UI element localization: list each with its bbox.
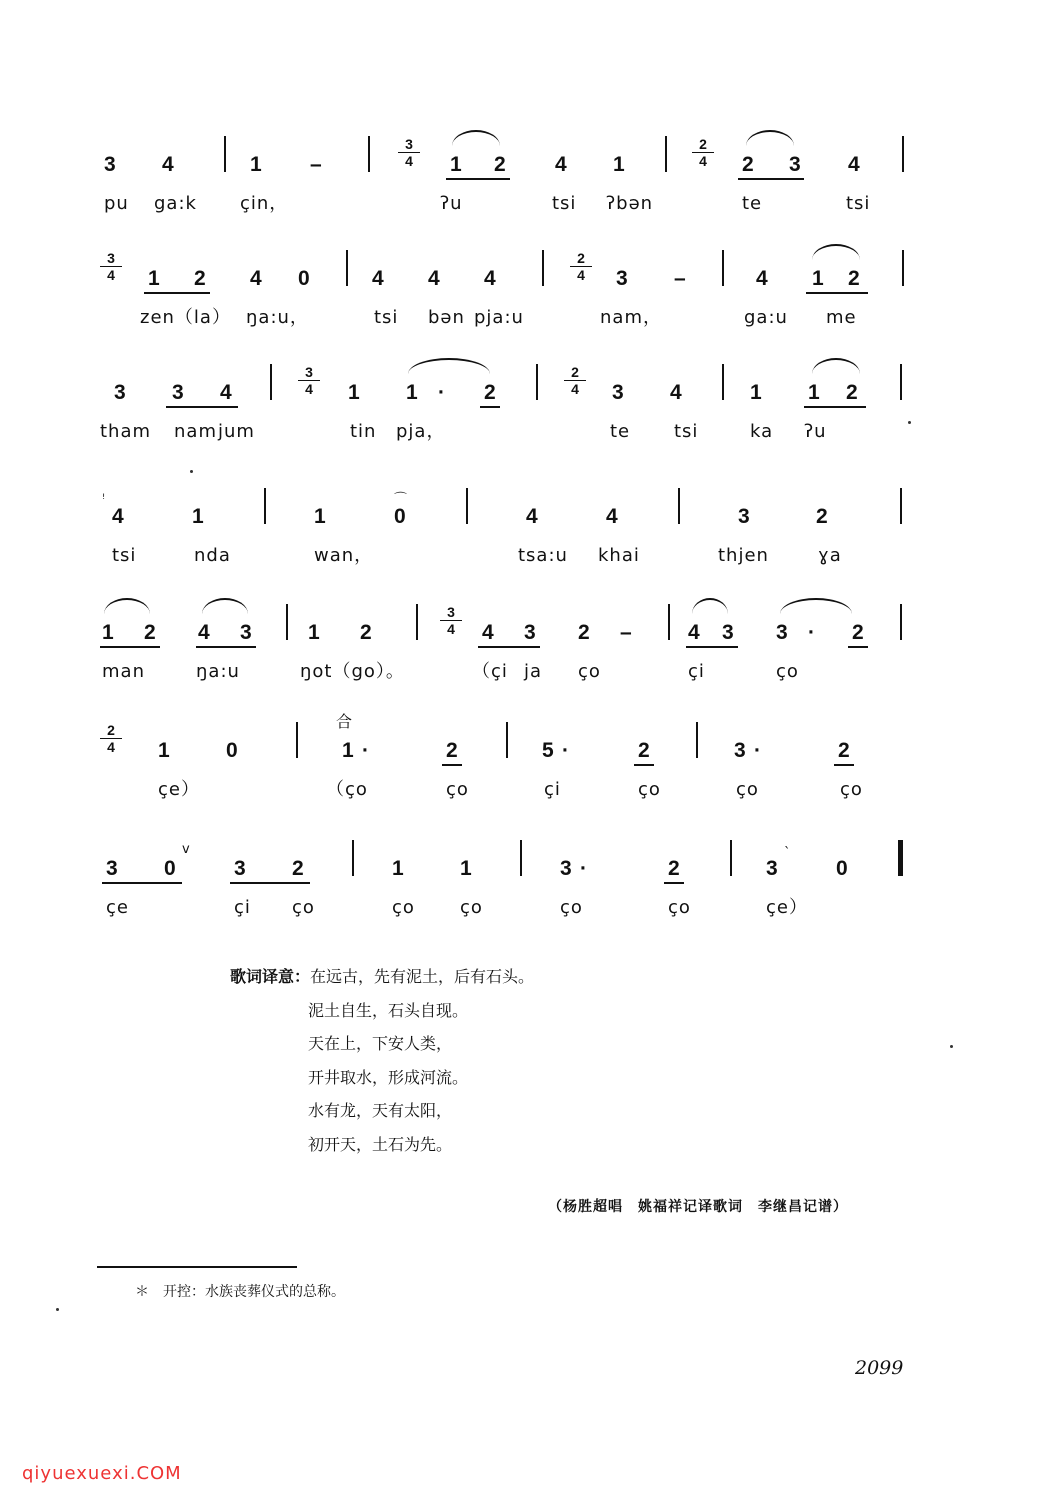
lyric-syllable: çin， bbox=[240, 193, 289, 214]
lyric-syllable: ʔbən bbox=[606, 193, 654, 214]
lyric-syllable: çe） bbox=[158, 779, 200, 800]
note: 4 bbox=[484, 267, 496, 290]
note: 3 bbox=[114, 381, 126, 404]
note: 1 bbox=[450, 153, 462, 176]
note: 5 bbox=[542, 739, 554, 762]
slur bbox=[452, 130, 500, 146]
lyric-syllable: thjen bbox=[718, 545, 769, 566]
note: 3 bbox=[234, 857, 246, 880]
bar-line bbox=[286, 604, 288, 640]
lyrics-row bbox=[100, 896, 910, 926]
note: 0 bbox=[298, 267, 310, 290]
lyric-syllable: çe bbox=[106, 897, 129, 918]
translation-line: 泥土自生，石头自现。 bbox=[308, 1000, 469, 1020]
time-signature: 3 4 bbox=[398, 136, 420, 169]
score-system-3 bbox=[100, 364, 910, 480]
beam-underline bbox=[230, 882, 310, 884]
note: 2 bbox=[742, 153, 754, 176]
breath-mark: v bbox=[182, 842, 190, 857]
lyric-syllable: ɣa bbox=[818, 545, 842, 566]
lyric-syllable: ço bbox=[668, 897, 691, 918]
beam-underline bbox=[478, 646, 540, 648]
lyric-syllable: （çi bbox=[472, 661, 508, 682]
note: 2 bbox=[144, 621, 156, 644]
note: 2 bbox=[838, 739, 850, 762]
lyric-syllable: nda bbox=[194, 545, 231, 566]
note: 2 bbox=[360, 621, 372, 644]
bar-line bbox=[368, 136, 370, 172]
scan-speck bbox=[190, 470, 193, 473]
lyric-syllable: zen（la） bbox=[140, 307, 231, 328]
lyrics-translation bbox=[230, 960, 534, 1161]
beam-underline bbox=[196, 646, 256, 648]
lyric-syllable: pu bbox=[104, 193, 129, 214]
note: 4 bbox=[670, 381, 682, 404]
augmentation-dot: · bbox=[580, 857, 587, 880]
note: 2 bbox=[816, 505, 828, 528]
bar-line bbox=[416, 604, 418, 640]
note: 4 bbox=[606, 505, 618, 528]
augmentation-dot: · bbox=[754, 739, 761, 762]
note: 1 bbox=[406, 381, 418, 404]
lyric-syllable: jum bbox=[218, 421, 255, 442]
note: 4 bbox=[482, 621, 494, 644]
note: 2 bbox=[848, 267, 860, 290]
lyrics-row bbox=[100, 544, 910, 574]
footnote-rule bbox=[97, 1266, 297, 1268]
bar-line bbox=[665, 136, 667, 172]
note: 1 bbox=[613, 153, 625, 176]
lyric-syllable: ʔu bbox=[804, 421, 827, 442]
lyrics-row bbox=[100, 420, 910, 450]
final-bar-line bbox=[898, 840, 903, 876]
note: 3 bbox=[172, 381, 184, 404]
note: 1 bbox=[750, 381, 762, 404]
notes-row bbox=[100, 722, 910, 768]
note: 3 bbox=[612, 381, 624, 404]
bar-line bbox=[722, 250, 724, 286]
lyric-syllable: ʔu bbox=[440, 193, 463, 214]
lyric-syllable: ço bbox=[292, 897, 315, 918]
note: 2 bbox=[292, 857, 304, 880]
lyric-syllable: me bbox=[826, 307, 857, 328]
note: 1 bbox=[250, 153, 262, 176]
beam-underline bbox=[804, 406, 866, 408]
bar-line bbox=[352, 840, 354, 876]
bar-line bbox=[296, 722, 298, 758]
score-system-5 bbox=[100, 604, 910, 720]
note: 4 bbox=[198, 621, 210, 644]
augmentation-dot: · bbox=[808, 621, 815, 644]
bar-line bbox=[668, 604, 670, 640]
lyric-syllable: ŋa:u bbox=[196, 661, 240, 682]
lyric-syllable: wan， bbox=[314, 545, 374, 566]
lyric-syllable: tsi bbox=[552, 193, 577, 214]
lyric-syllable: man bbox=[102, 661, 145, 682]
note: 3 bbox=[524, 621, 536, 644]
lyric-syllable: nam， bbox=[600, 307, 662, 328]
lyric-syllable: tin bbox=[350, 421, 377, 442]
page-number: 2099 bbox=[855, 1357, 904, 1379]
note: 2 bbox=[494, 153, 506, 176]
note: 0 bbox=[394, 505, 406, 528]
footnote: ＊ 开控：水族丧葬仪式的总称。 bbox=[135, 1284, 345, 1300]
note: 1 bbox=[342, 739, 354, 762]
lyrics-row bbox=[100, 660, 910, 690]
notes-row bbox=[100, 842, 910, 886]
note: 4 bbox=[526, 505, 538, 528]
augmentation-dot: · bbox=[438, 381, 445, 404]
lyric-syllable: bən bbox=[428, 307, 465, 328]
lyric-syllable: ga:u bbox=[744, 307, 788, 328]
lyric-syllable: ço bbox=[446, 779, 469, 800]
lyric-syllable: tsi bbox=[846, 193, 871, 214]
note: 3 bbox=[106, 857, 118, 880]
note: 4 bbox=[372, 267, 384, 290]
lyric-syllable: tsi bbox=[374, 307, 399, 328]
lyric-syllable: khai bbox=[598, 545, 640, 566]
lyric-syllable: çi bbox=[688, 661, 705, 682]
lyric-syllable: ka bbox=[750, 421, 774, 442]
bar-line bbox=[900, 604, 902, 640]
note: 0 bbox=[164, 857, 176, 880]
fermata-icon: ⌒ bbox=[394, 492, 408, 507]
bar-line bbox=[536, 364, 538, 400]
note: 4 bbox=[250, 267, 262, 290]
augmentation-dot: · bbox=[362, 739, 369, 762]
score-system-7 bbox=[100, 842, 910, 956]
note: 1 bbox=[460, 857, 472, 880]
beam-underline bbox=[100, 646, 160, 648]
note: 2 bbox=[638, 739, 650, 762]
credits: （杨胜超唱 姚福祥记译歌词 李继昌记谱） bbox=[548, 1199, 848, 1215]
note: – bbox=[310, 153, 322, 176]
note: 1 bbox=[392, 857, 404, 880]
notes-row bbox=[100, 250, 910, 296]
beam-underline bbox=[664, 882, 684, 884]
note: 4 bbox=[848, 153, 860, 176]
note: 4 bbox=[162, 153, 174, 176]
bar-line bbox=[346, 250, 348, 286]
lyric-syllable: te bbox=[742, 193, 763, 214]
note: 2 bbox=[194, 267, 206, 290]
bar-line bbox=[224, 136, 226, 172]
grace-mark: ` bbox=[784, 846, 791, 861]
translation-line: 歌词译意：在远古，先有泥土，后有石头。 bbox=[230, 967, 535, 986]
notes-row bbox=[100, 136, 910, 182]
beam-underline bbox=[446, 178, 510, 180]
time-signature: 3 4 bbox=[100, 250, 122, 283]
note: 0 bbox=[836, 857, 848, 880]
bar-line bbox=[730, 840, 732, 876]
time-signature: 3 4 bbox=[298, 364, 320, 397]
note: 3 bbox=[560, 857, 572, 880]
slur bbox=[746, 130, 794, 146]
lyric-syllable: pja， bbox=[396, 421, 446, 442]
translation-line: 开井取水，形成河流。 bbox=[308, 1067, 469, 1087]
lyric-syllable: ŋot（go）。 bbox=[300, 661, 405, 682]
beam-underline bbox=[480, 406, 500, 408]
note: 1 bbox=[192, 505, 204, 528]
lyric-syllable: ga:k bbox=[154, 193, 197, 214]
note: 4 bbox=[688, 621, 700, 644]
scan-speck bbox=[950, 1045, 953, 1048]
beam-underline bbox=[806, 292, 868, 294]
note: 1 bbox=[348, 381, 360, 404]
bar-line bbox=[542, 250, 544, 286]
augmentation-dot: · bbox=[562, 739, 569, 762]
note: 4 bbox=[112, 505, 124, 528]
beam-underline bbox=[686, 646, 738, 648]
lyrics-row bbox=[100, 778, 910, 808]
lyric-syllable: çi bbox=[544, 779, 561, 800]
score-system-1 bbox=[100, 136, 910, 252]
score-system-2 bbox=[100, 250, 910, 366]
note: 1 bbox=[308, 621, 320, 644]
note: – bbox=[620, 621, 632, 644]
translation-label: 歌词译意： bbox=[230, 967, 311, 986]
lyric-syllable: çe） bbox=[766, 897, 808, 918]
lyric-syllable: ŋa:u， bbox=[246, 307, 309, 328]
lyric-syllable: ço bbox=[460, 897, 483, 918]
note: 1 bbox=[148, 267, 160, 290]
note: 1 bbox=[808, 381, 820, 404]
note: 4 bbox=[428, 267, 440, 290]
lyric-syllable: tsi bbox=[112, 545, 137, 566]
translation-line: 初开天，土石为先。 bbox=[308, 1134, 453, 1154]
note: 4 bbox=[756, 267, 768, 290]
note: – bbox=[674, 267, 686, 290]
lyric-syllable: ço bbox=[560, 897, 583, 918]
note: 2 bbox=[446, 739, 458, 762]
beam-underline bbox=[834, 764, 854, 766]
scan-speck bbox=[908, 421, 911, 424]
lyric-syllable: pja:u bbox=[474, 307, 524, 328]
lyrics-row bbox=[100, 306, 910, 336]
bar-line bbox=[678, 488, 680, 524]
note: 3 bbox=[240, 621, 252, 644]
score-system-6 bbox=[100, 722, 910, 838]
notes-row bbox=[100, 364, 910, 410]
bar-line bbox=[902, 136, 904, 172]
lyric-syllable: ço bbox=[638, 779, 661, 800]
time-signature: 2 4 bbox=[570, 250, 592, 283]
bar-line bbox=[520, 840, 522, 876]
note: 3 bbox=[734, 739, 746, 762]
note: 2 bbox=[668, 857, 680, 880]
beam-underline bbox=[848, 646, 868, 648]
beam-underline bbox=[166, 406, 238, 408]
note: 1 bbox=[812, 267, 824, 290]
bar-line bbox=[270, 364, 272, 400]
beam-underline bbox=[634, 764, 654, 766]
score-system-4 bbox=[100, 492, 910, 604]
lyric-syllable: nam bbox=[174, 421, 217, 442]
note: 2 bbox=[578, 621, 590, 644]
bar-line bbox=[900, 364, 902, 400]
bar-line bbox=[902, 250, 904, 286]
grace-mark: ꜝ bbox=[102, 492, 106, 507]
bar-line bbox=[696, 722, 698, 758]
time-signature: 2 4 bbox=[692, 136, 714, 169]
note: 3 bbox=[616, 267, 628, 290]
translation-line: 水有龙，天有太阳， bbox=[308, 1101, 453, 1120]
watermark: qiyuexuexi.COM bbox=[22, 1463, 182, 1484]
note: 1 bbox=[102, 621, 114, 644]
note: 1 bbox=[314, 505, 326, 528]
note: 4 bbox=[220, 381, 232, 404]
note: 2 bbox=[484, 381, 496, 404]
bar-line bbox=[264, 488, 266, 524]
lyric-syllable: ço bbox=[392, 897, 415, 918]
lyric-syllable: （ço bbox=[326, 779, 368, 800]
note: 3 bbox=[766, 857, 778, 880]
note: 1 bbox=[158, 739, 170, 762]
lyric-syllable: ja bbox=[524, 661, 543, 682]
lyric-syllable: ço bbox=[840, 779, 863, 800]
notes-row bbox=[100, 492, 910, 534]
bar-line bbox=[722, 364, 724, 400]
lyric-syllable: tsa:u bbox=[518, 545, 568, 566]
beam-underline bbox=[738, 178, 804, 180]
time-signature: 2 4 bbox=[564, 364, 586, 397]
scan-speck bbox=[56, 1308, 59, 1311]
chorus-mark: 合 bbox=[336, 712, 353, 731]
lyric-syllable: ço bbox=[578, 661, 601, 682]
bar-line bbox=[466, 488, 468, 524]
note: 0 bbox=[226, 739, 238, 762]
note: 2 bbox=[852, 621, 864, 644]
translation-line: 天在上，下安人类， bbox=[308, 1034, 453, 1053]
note: 3 bbox=[738, 505, 750, 528]
note: 3 bbox=[104, 153, 116, 176]
lyric-syllable: te bbox=[610, 421, 631, 442]
beam-underline bbox=[102, 882, 182, 884]
note: 3 bbox=[722, 621, 734, 644]
bar-line bbox=[506, 722, 508, 758]
notes-row bbox=[100, 604, 910, 650]
lyrics-row bbox=[100, 192, 910, 222]
note: 3 bbox=[789, 153, 801, 176]
bar-line bbox=[900, 488, 902, 524]
note: 3 bbox=[776, 621, 788, 644]
time-signature: 2 4 bbox=[100, 722, 122, 755]
note: 4 bbox=[555, 153, 567, 176]
beam-underline bbox=[144, 292, 210, 294]
beam-underline bbox=[442, 764, 462, 766]
note: 2 bbox=[846, 381, 858, 404]
lyric-syllable: tsi bbox=[674, 421, 699, 442]
lyric-syllable: ço bbox=[736, 779, 759, 800]
lyric-syllable: ço bbox=[776, 661, 799, 682]
lyric-syllable: çi bbox=[234, 897, 251, 918]
lyric-syllable: tham bbox=[100, 421, 152, 442]
time-signature: 3 4 bbox=[440, 604, 462, 637]
